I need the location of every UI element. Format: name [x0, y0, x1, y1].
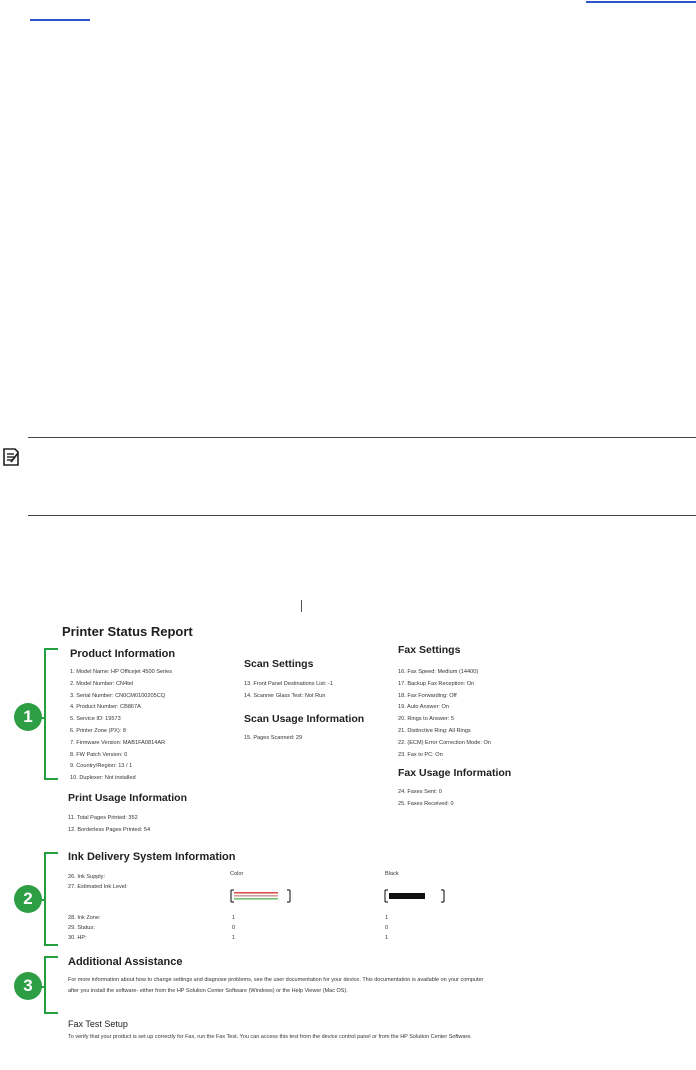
- list-item: 2. Model Number: CN4tel: [70, 680, 134, 687]
- list-item: 19. Auto Answer: On: [398, 704, 449, 711]
- scan-settings-list: [244, 679, 333, 703]
- list-item: 3. Serial Number: CN0CM0100205CQ: [70, 692, 166, 699]
- fax-test-text: To verify that your product is set up correctly for Fax, run the Fax Test. You can access this test from the device control panel or from the HP Solution Center Software.: [68, 1034, 472, 1040]
- ink-row-label: 27. Estimated Ink Level:: [68, 884, 128, 890]
- print-usage-title: Print Usage Information: [68, 792, 188, 804]
- ink-row-label: 26. Ink Supply:: [68, 874, 106, 880]
- product-info-list: [70, 667, 172, 785]
- report-title: Printer Status Report: [62, 624, 193, 639]
- ink-black-value: 1: [385, 915, 389, 921]
- ink-col-black: Black: [385, 871, 399, 877]
- list-item: 23. Fax to PC: On: [398, 751, 443, 758]
- list-item: 6. Printer Zone (PX): 8: [70, 727, 126, 734]
- fax-settings-list: [398, 667, 491, 761]
- assistance-bracket: [44, 956, 58, 1014]
- top-center-mark: [301, 600, 302, 612]
- assistance-title: Additional Assistance: [68, 956, 183, 968]
- ink-color-value: 0: [232, 925, 236, 931]
- list-item: 24. Faxes Sent: 0: [398, 789, 442, 795]
- ink-color-value: 1: [232, 935, 236, 941]
- product-info-bracket: [44, 648, 58, 780]
- list-item: 15. Pages Scanned: 29: [244, 735, 303, 741]
- list-item: 20. Rings to Answer: 5: [398, 716, 454, 723]
- list-item: 8. FW Patch Version: 0: [70, 751, 128, 758]
- ink-delivery-bracket: [44, 852, 58, 946]
- color-ink-level-gauge: [228, 888, 294, 904]
- list-item: 10. Duplexer: Not installed: [70, 775, 136, 782]
- list-item: 25. Faxes Received: 0: [398, 800, 454, 807]
- ink-black-value: 1: [385, 935, 389, 941]
- print-usage-list: [68, 813, 150, 837]
- scan-usage-list: [244, 733, 302, 745]
- list-item: 21. Distinctive Ring: All Rings: [398, 727, 471, 734]
- list-item: 11. Total Pages Printed: 352: [68, 815, 138, 821]
- scan-usage-title: Scan Usage Information: [244, 713, 365, 725]
- link-underline-fragment-left[interactable]: [30, 19, 90, 21]
- list-item: 16. Fax Speed: Medium (14400): [398, 669, 479, 675]
- list-item: 5. Service ID: 19573: [70, 716, 121, 723]
- ink-row-label: 28. Ink Zone:: [68, 915, 101, 921]
- list-item: 7. Firmware Version: MAB1FA0814AR: [70, 739, 166, 746]
- callout-2-badge: 2: [14, 885, 42, 913]
- list-item: 18. Fax Forwarding: Off: [398, 692, 457, 699]
- ink-row-label: 30. HP:: [68, 935, 87, 941]
- assistance-text: For more information about how to change settings and diagnose problems, see the user documentation for your device. This documentation is available on your computer after you install the software- either from the HP Solution Center Software (Windows) or the Help Viewer (Mac OS).: [68, 977, 484, 994]
- list-item: 9. Country/Region: 13 / 1: [70, 763, 133, 770]
- black-ink-level-gauge: [382, 888, 448, 904]
- list-item: 4. Product Number: CB867A: [70, 704, 141, 711]
- ink-row-label: 29. Status:: [68, 925, 95, 931]
- list-item: 13. Front Panel Destinations List: -1: [244, 681, 333, 687]
- ink-black-value: 0: [385, 925, 389, 931]
- note-icon: [2, 447, 20, 467]
- product-info-title: Product Information: [70, 648, 176, 660]
- fax-usage-title: Fax Usage Information: [398, 767, 512, 779]
- fax-settings-title: Fax Settings: [398, 644, 461, 656]
- fax-usage-list: [398, 787, 454, 811]
- callout-3-badge: 3: [14, 972, 42, 1000]
- ink-col-color: Color: [230, 871, 244, 877]
- link-underline-fragment-right[interactable]: [586, 1, 696, 3]
- printer-status-report-figure: [23, 596, 696, 1070]
- list-item: 17. Backup Fax Reception: On: [398, 680, 475, 687]
- callout-1-badge: 1: [14, 703, 42, 731]
- ink-color-value: 1: [232, 915, 236, 921]
- ink-delivery-title: Ink Delivery System Information: [68, 851, 236, 863]
- list-item: 1. Model Name: HP Officejet 4500 Series: [70, 669, 173, 675]
- list-item: 14. Scanner Glass Test: Not Run: [244, 692, 326, 699]
- list-item: 12. Borderless Pages Printed: 54: [68, 826, 151, 833]
- scan-settings-title: Scan Settings: [244, 658, 314, 670]
- fax-test-title: Fax Test Setup: [68, 1019, 128, 1029]
- list-item: 22. (ECM) Error Correction Mode: On: [398, 739, 491, 746]
- note-bottom-rule: [28, 515, 696, 516]
- note-top-rule: [28, 437, 696, 438]
